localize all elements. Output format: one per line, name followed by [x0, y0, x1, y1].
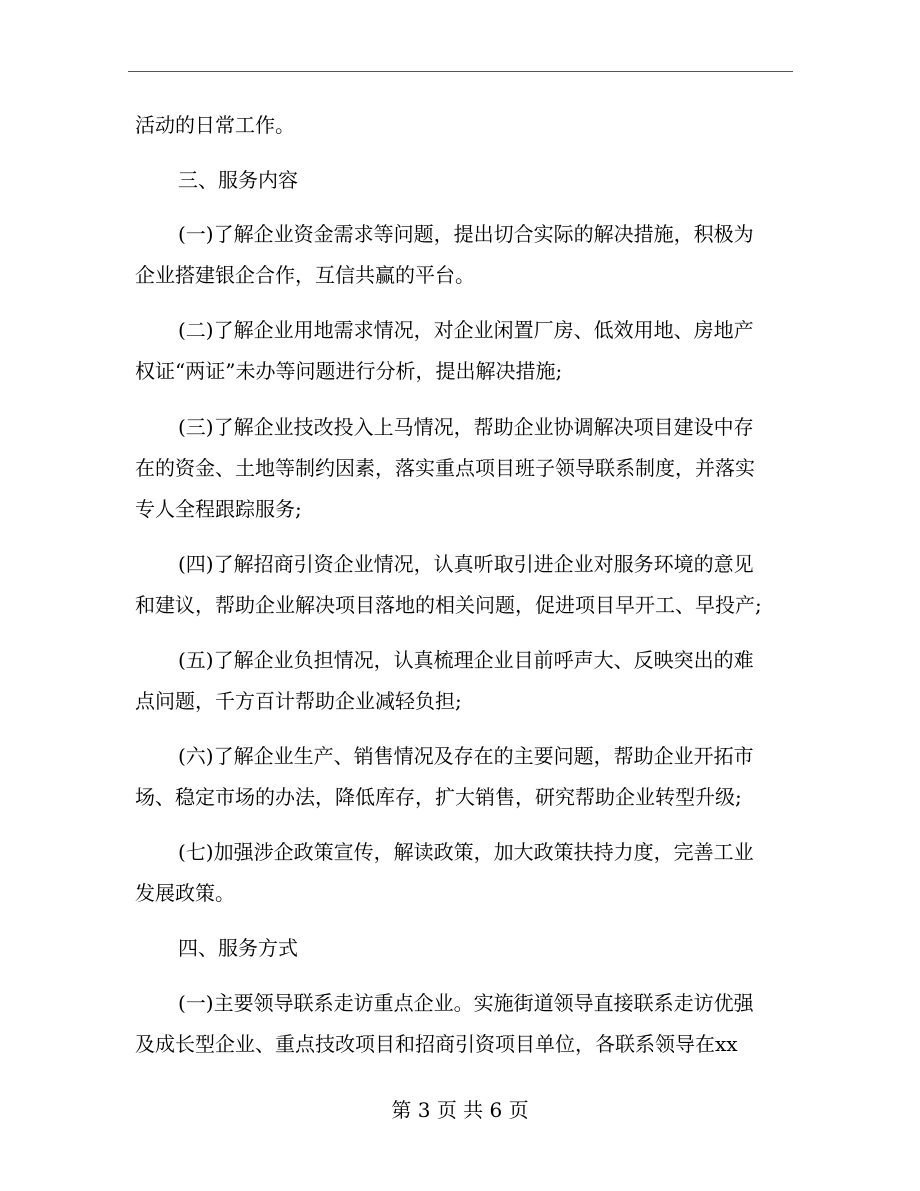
text-line: 及成长型企业、重点技改项目和招商引资项目单位，各联系领导在xx — [135, 1032, 738, 1056]
text-line: 专人全程跟踪服务; — [135, 497, 302, 521]
text-line: (七)加强涉企政策宣传，解读政策，加大政策扶持力度，完善工业 — [178, 840, 754, 864]
text-line: (五)了解企业负担情况，认真梳理企业目前呼声大、反映突出的难 — [178, 648, 754, 672]
text-line: (六)了解企业生产、销售情况及存在的主要问题，帮助企业开拓市 — [178, 744, 754, 768]
text-line: (二)了解企业用地需求情况，对企业闲置厂房、低效用地、房地产 — [178, 318, 754, 342]
text-line: 在的资金、土地等制约因素，落实重点项目班子领导联系制度，并落实 — [135, 456, 755, 480]
text-line: 发展政策。 — [135, 881, 235, 905]
text-line: (一)了解企业资金需求等问题，提出切合实际的解决措施，积极为 — [178, 222, 754, 246]
text-line: 场、稳定市场的办法，降低库存，扩大销售，研究帮助企业转型升级; — [135, 785, 742, 809]
text-line: 点问题，千方百计帮助企业减轻负担; — [135, 689, 462, 713]
text-line: 活动的日常工作。 — [135, 113, 295, 137]
section-heading: 四、服务方式 — [178, 936, 298, 960]
text-line: 权证“两证”未办等问题进行分析，提出解决措施; — [135, 359, 563, 383]
text-line: 和建议，帮助企业解决项目落地的相关问题，促进项目早开工、早投产; — [135, 593, 762, 617]
text-line: 企业搭建银企合作，互信共赢的平台。 — [135, 263, 475, 287]
header-rule — [128, 71, 793, 72]
page-number: 第 3 页 共 6 页 — [391, 1098, 529, 1122]
text-line: (一)主要领导联系走访重点企业。实施街道领导直接联系走访优强 — [178, 991, 754, 1015]
text-line: (三)了解企业技改投入上马情况，帮助企业协调解决项目建设中存 — [178, 415, 754, 439]
section-heading: 三、服务内容 — [178, 168, 298, 192]
text-line: (四)了解招商引资企业情况，认真听取引进企业对服务环境的意见 — [178, 552, 754, 576]
